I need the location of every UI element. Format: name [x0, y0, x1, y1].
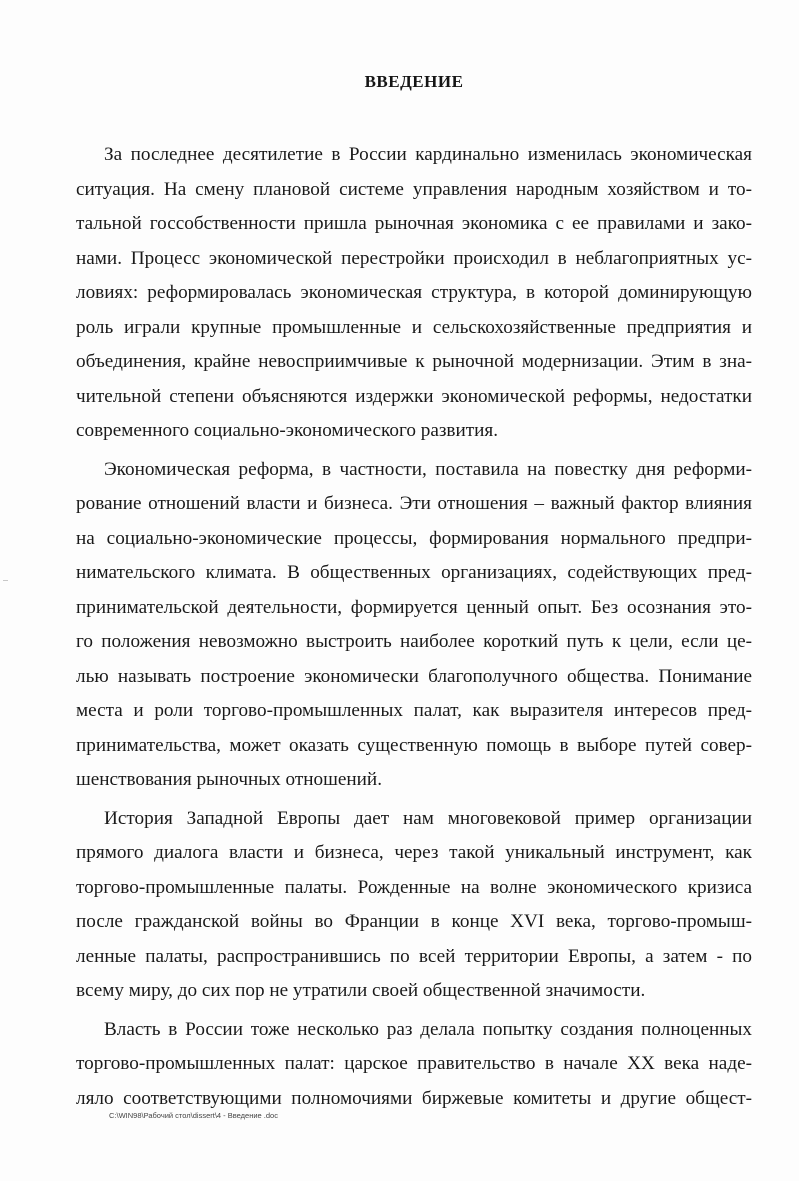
text-line: объединения, крайне невосприимчивые к рыночной модернизации. Этим в зна-: [76, 351, 752, 372]
text-line: рование отношений власти и бизнеса. Эти отношения – важный фактор влияния: [76, 493, 752, 514]
text-line: За последнее десятилетие в России кардинально изменилась экономическая: [104, 144, 752, 165]
text-line: го положения невозможно выстроить наиболее короткий путь к цели, если це-: [76, 631, 752, 652]
text-line: шенствования рыночных отношений.: [76, 769, 382, 790]
text-line: ленные палаты, распространившись по всей территории Европы, а затем - по: [76, 945, 752, 967]
text-line: торгово-промышленные палаты. Рожденные на волне экономического кризиса: [76, 876, 752, 898]
text-line: ситуация. На смену плановой системе управления народным хозяйством и то-: [76, 178, 752, 200]
text-line: места и роли торгово-промышленных палат, как выразителя интересов пред-: [76, 700, 752, 721]
text-line: принимательства, может оказать существенную помощь в выборе путей совер-: [76, 734, 752, 756]
text-line: принимательской деятельности, формируется ценный опыт. Без осознания это-: [76, 596, 752, 618]
text-line: торгово-промышленных палат: царское правительство в начале XX века наде-: [76, 1053, 752, 1074]
document-body: [76, 138, 752, 1116]
text-line: Власть в России тоже несколько раз делала попытку создания полноценных: [104, 1018, 752, 1040]
text-line: чительной степени объясняются издержки экономической реформы, недостатки: [76, 385, 752, 407]
text-line: лью называть построение экономически благополучного общества. Понимание: [76, 665, 752, 687]
text-line: после гражданской войны во Франции в конце XVI века, торгово-промыш-: [76, 911, 752, 932]
text-line: роль играли крупные промышленные и сельскохозяйственные предприятия и: [76, 316, 752, 338]
text-line: прямого диалога власти и бизнеса, через такой уникальный инструмент, как: [76, 842, 752, 863]
scan-artifact: [3, 580, 8, 581]
text-line: История Западной Европы дает нам многовековой пример организации: [104, 807, 752, 829]
text-line: современного социально-экономического развития.: [76, 420, 499, 441]
text-line: тальной госсобственности пришла рыночная экономика с ее правилами и зако-: [76, 213, 752, 234]
page-title: ВВЕДЕНИЕ: [364, 72, 464, 91]
text-line: всему миру, до сих пор не утратили своей общественной значимости.: [76, 980, 646, 1001]
text-line: ляло соответствующими полномочиями биржевые комитеты и другие общест-: [76, 1087, 752, 1109]
text-line: на социально-экономические процессы, формирования нормального предпри-: [76, 527, 752, 549]
text-line: ловиях: реформировалась экономическая структура, в которой доминирующую: [76, 282, 752, 303]
file-path-footer: C:\WIN98\Рабочий стол\dissert\4 - Введение .doc: [109, 1111, 278, 1120]
text-line: нами. Процесс экономической перестройки происходил в неблагоприятных ус-: [76, 247, 752, 269]
text-line: нимательского климата. В общественных организациях, содействующих пред-: [76, 562, 752, 583]
text-line: Экономическая реформа, в частности, поставила на повестку дня реформи-: [104, 458, 752, 480]
